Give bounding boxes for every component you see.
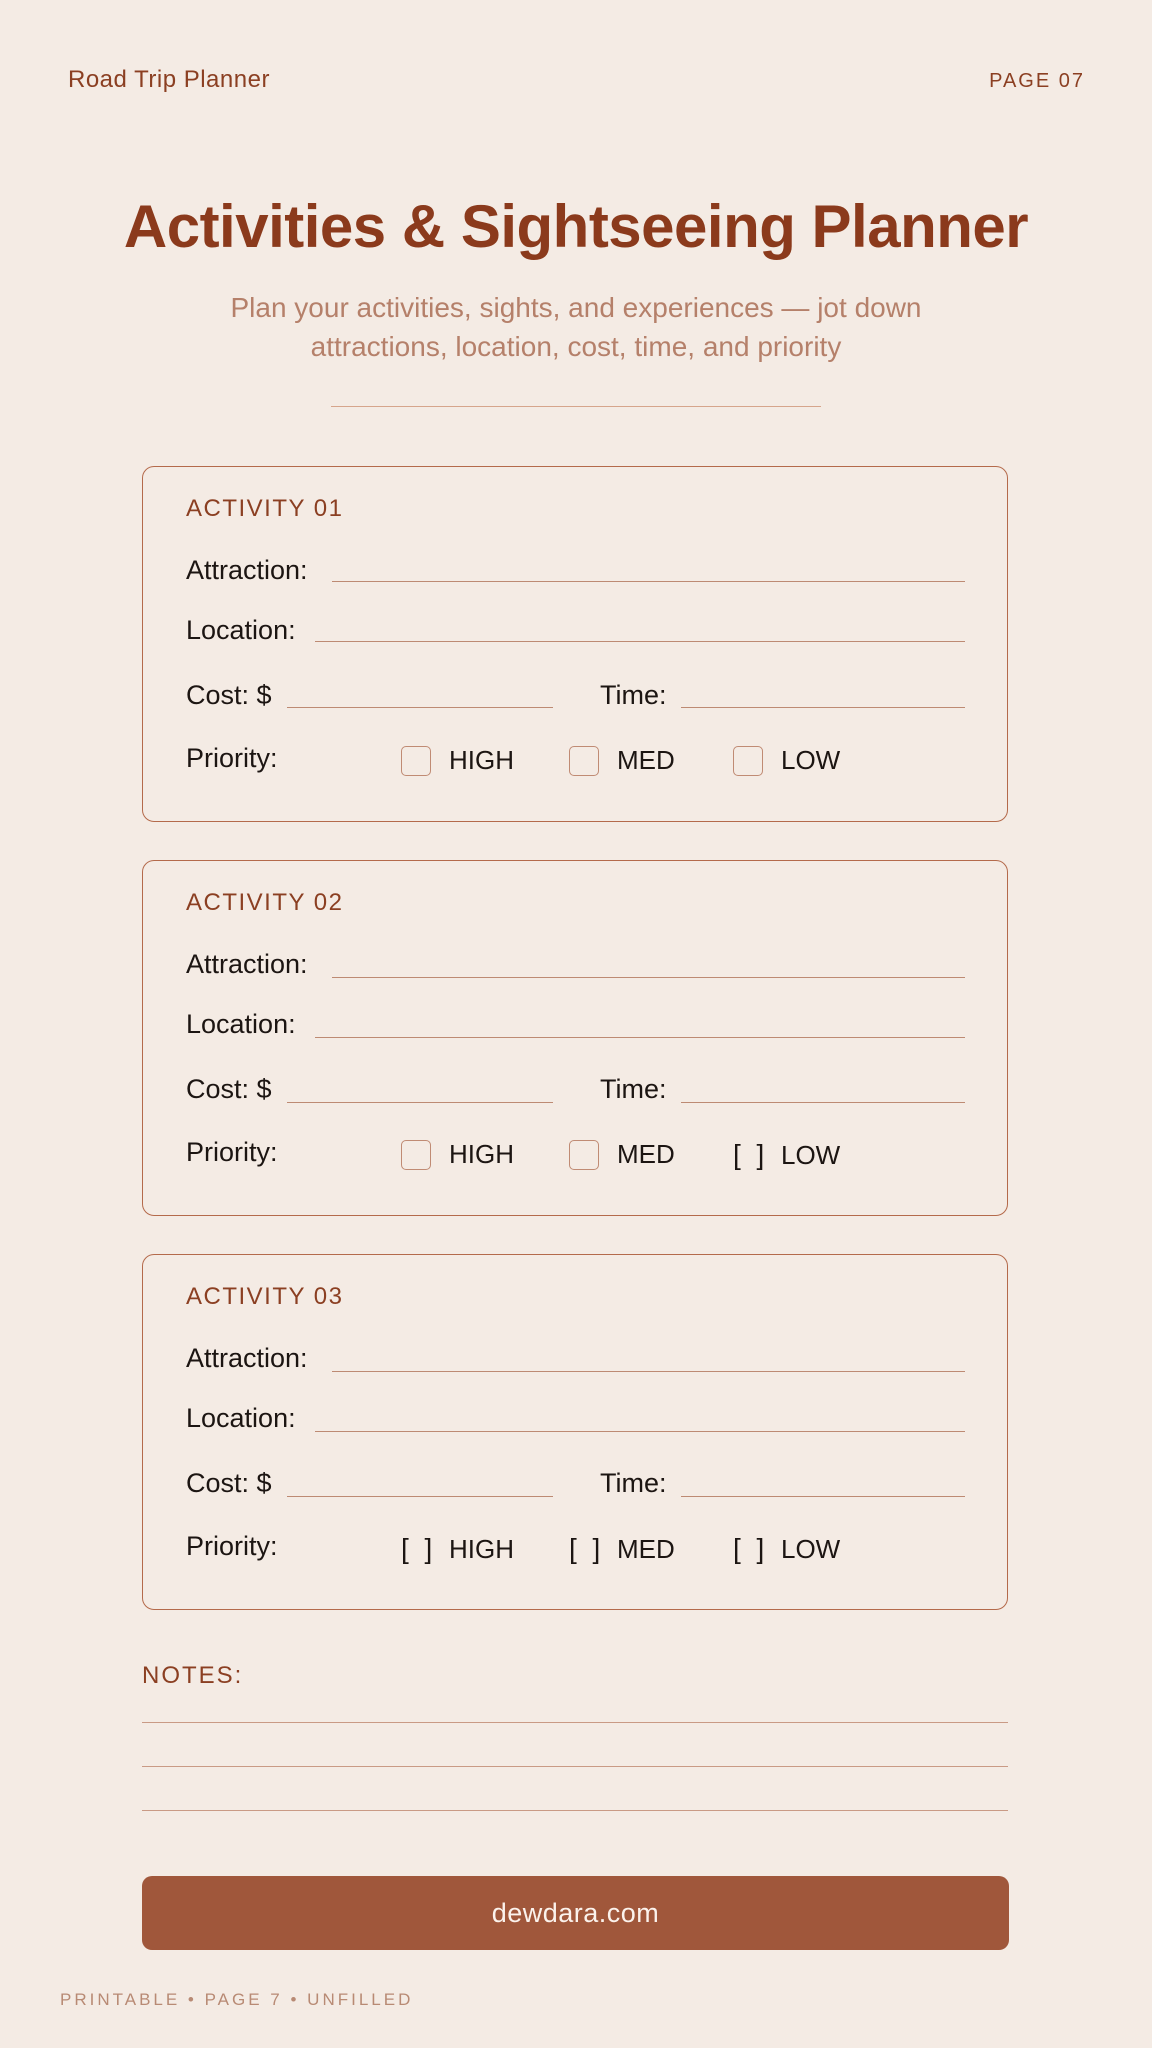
priority-low-option[interactable] (733, 1533, 840, 1565)
priority-med-checkbox[interactable] (569, 1140, 599, 1170)
cost-label: Cost: $ (186, 1074, 272, 1104)
priority-high-checkbox[interactable] (401, 1140, 431, 1170)
subtitle-line-1: Plan your activities, sights, and experiences — jot down (230, 292, 922, 323)
page-label: PAGE 07 (989, 70, 1085, 92)
time-label: Time: (600, 1074, 667, 1104)
attraction-input-line[interactable] (332, 977, 965, 978)
activity-card-02 (142, 860, 1008, 1216)
priority-high-label: HIGH (449, 1139, 514, 1169)
location-label: Location: (186, 1009, 296, 1039)
time-input-line[interactable] (681, 1102, 965, 1103)
priority-low-label: LOW (781, 1139, 841, 1170)
priority-high-checkbox[interactable] (401, 746, 431, 776)
activity-label: ACTIVITY 02 (186, 889, 344, 916)
activity-card-03 (142, 1254, 1008, 1610)
priority-high-option[interactable] (401, 1139, 514, 1170)
attraction-label: Attraction: (186, 555, 308, 585)
priority-low-label: LOW (781, 745, 841, 775)
priority-med-checkbox[interactable] (569, 746, 599, 776)
priority-low-option[interactable] (733, 745, 840, 776)
priority-high-option[interactable] (401, 745, 514, 776)
priority-low-checkbox[interactable] (733, 746, 763, 776)
priority-low-option[interactable] (733, 1139, 840, 1171)
priority-high-bracket[interactable]: [ ] (401, 1533, 437, 1564)
app-title: Road Trip Planner (68, 66, 270, 93)
page-subtitle (150, 288, 1002, 366)
attraction-label: Attraction: (186, 1343, 308, 1373)
priority-med-bracket[interactable]: [ ] (569, 1533, 605, 1564)
priority-med-option[interactable] (569, 1139, 675, 1170)
notes-line-3[interactable] (142, 1810, 1008, 1811)
priority-med-label: MED (617, 1139, 675, 1169)
priority-low-label: LOW (781, 1533, 841, 1564)
priority-med-label: MED (617, 1533, 675, 1564)
priority-label: Priority: (186, 1531, 278, 1561)
title-divider (331, 406, 821, 407)
time-label: Time: (600, 680, 667, 710)
notes-label: NOTES: (142, 1662, 244, 1689)
priority-med-option[interactable] (569, 1533, 675, 1565)
time-input-line[interactable] (681, 707, 965, 708)
priority-med-option[interactable] (569, 745, 675, 776)
time-input-line[interactable] (681, 1496, 965, 1497)
priority-label: Priority: (186, 1137, 278, 1167)
website-button[interactable]: dewdara.com (142, 1876, 1009, 1950)
page-title: Activities & Sightseeing Planner (123, 193, 1029, 260)
location-input-line[interactable] (315, 641, 965, 642)
cost-input-line[interactable] (287, 1496, 553, 1497)
cost-label: Cost: $ (186, 1468, 272, 1498)
priority-high-label: HIGH (449, 1533, 514, 1564)
location-label: Location: (186, 615, 296, 645)
activity-card-01 (142, 466, 1008, 822)
priority-high-option[interactable] (401, 1533, 514, 1565)
activity-label: ACTIVITY 03 (186, 1283, 344, 1310)
priority-label: Priority: (186, 743, 278, 773)
cost-input-line[interactable] (287, 707, 553, 708)
cost-input-line[interactable] (287, 1102, 553, 1103)
location-label: Location: (186, 1403, 296, 1433)
attraction-label: Attraction: (186, 949, 308, 979)
cost-label: Cost: $ (186, 680, 272, 710)
attraction-input-line[interactable] (332, 581, 965, 582)
page-footer: PRINTABLE • PAGE 7 • UNFILLED (60, 1990, 414, 2009)
priority-med-label: MED (617, 745, 675, 775)
location-input-line[interactable] (315, 1431, 965, 1432)
priority-high-label: HIGH (449, 745, 514, 775)
notes-line-1[interactable] (142, 1722, 1008, 1723)
location-input-line[interactable] (315, 1037, 965, 1038)
time-label: Time: (600, 1468, 667, 1498)
priority-low-bracket[interactable]: [ ] (733, 1139, 769, 1170)
notes-line-2[interactable] (142, 1766, 1008, 1767)
attraction-input-line[interactable] (332, 1371, 965, 1372)
priority-low-bracket[interactable]: [ ] (733, 1533, 769, 1564)
subtitle-line-2: attractions, location, cost, time, and priority (310, 331, 842, 362)
activity-label: ACTIVITY 01 (186, 495, 344, 522)
